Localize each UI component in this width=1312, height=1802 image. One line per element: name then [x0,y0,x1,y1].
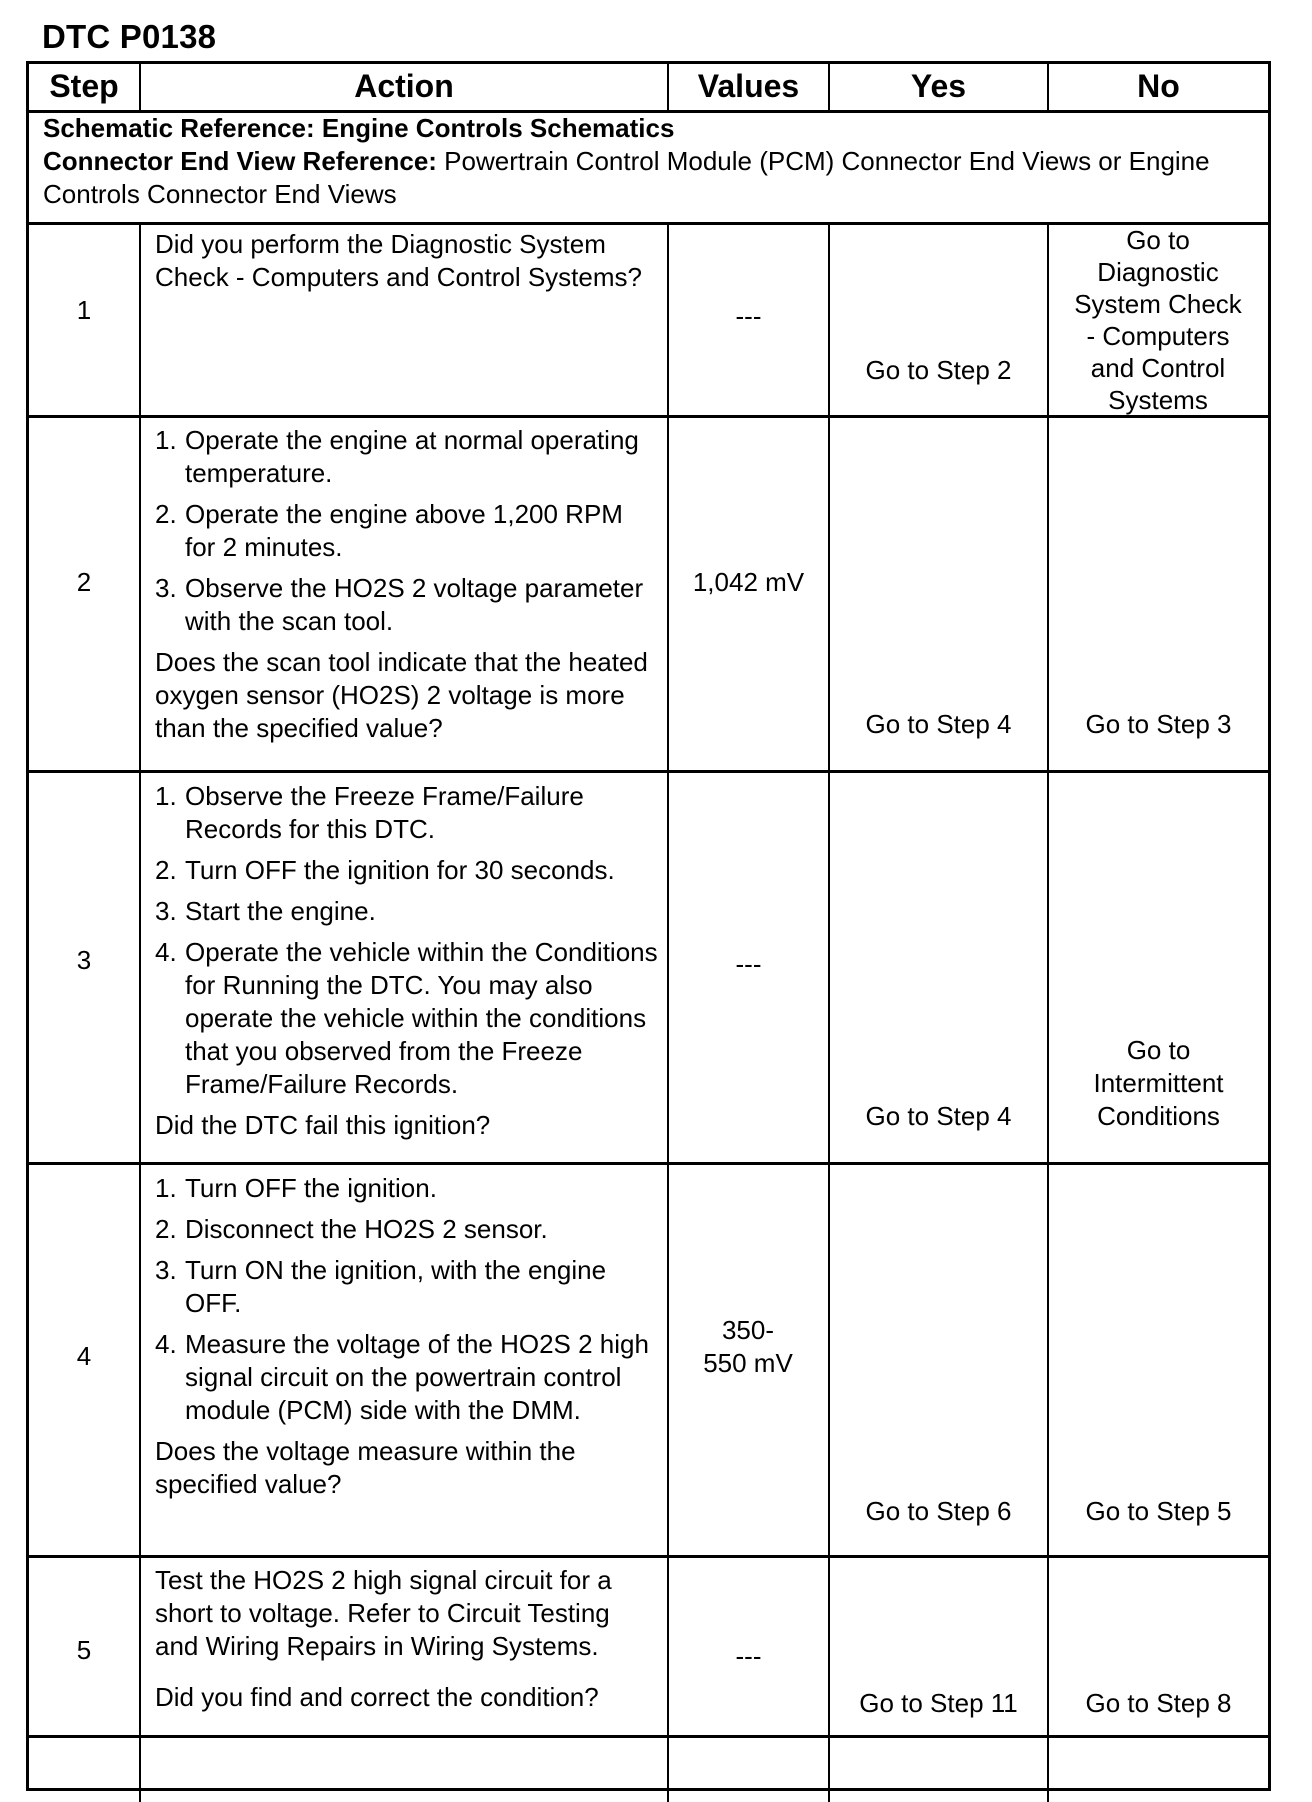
diagnostic-table [26,61,1271,1791]
action-list-item: 2. Turn OFF the ignition for 30 seconds. [155,855,615,885]
action-list-item: 3. Start the engine. [155,896,376,926]
action-text: Did you perform the Diagnostic System Check - Computers and Control Systems? [155,229,642,292]
action-text [155,1564,660,1714]
row-divider [29,770,1268,773]
action-list-item: 1. Turn OFF the ignition. [155,1173,437,1203]
column-divider [1047,222,1049,1802]
action-text [155,1172,660,1501]
no-link[interactable]: Go to Step 3 [1085,709,1232,739]
value-text: 1,042 mV [692,567,805,597]
action-list-item: 2. Operate the engine above 1,200 RPM for 2 minutes. [155,499,623,562]
reference-block [43,112,1253,211]
column-divider [139,222,141,1802]
action-question: Does the scan tool indicate that the heated oxygen sensor (HO2S) 2 voltage is more than the specified value? [155,647,648,743]
step-number: 2 [76,567,92,597]
no-link[interactable]: Go to Diagnostic System Check - Computers and Control Systems [1074,225,1242,415]
row-divider [29,1735,1268,1738]
no-link[interactable]: Go to Intermittent Conditions [1093,1035,1224,1131]
action-list-item: 1. Operate the engine at normal operating temperature. [155,425,639,488]
value-text: --- [735,301,762,331]
action-question: Does the voltage measure within the specified value? [155,1436,576,1499]
value-text: 350-550 mV [703,1315,793,1378]
value-text: --- [735,949,762,979]
page-title: DTC P0138 [42,18,217,55]
action-list-item: 2. Disconnect the HO2S 2 sensor. [155,1214,548,1244]
action-question: Did you find and correct the condition? [155,1682,599,1712]
yes-link[interactable]: Go to Step 11 [859,1688,1018,1718]
yes-link[interactable]: Go to Step 4 [865,709,1012,739]
header-values: Values [697,68,800,104]
step-number: 1 [76,295,92,325]
action-list-item: 3. Turn ON the ignition, with the engine OFF. [155,1255,607,1318]
row-divider [29,1555,1268,1558]
action-text [155,424,660,745]
no-link[interactable]: Go to Step 8 [1085,1688,1232,1718]
yes-link[interactable]: Go to Step 6 [865,1496,1012,1526]
step-number: 5 [76,1635,92,1665]
action-list-item: 1. Observe the Freeze Frame/Failure Records for this DTC. [155,781,584,844]
no-link[interactable]: Go to Step 5 [1085,1496,1232,1526]
header-action: Action [354,68,454,104]
action-question: Did the DTC fail this ignition? [155,1110,491,1140]
row-divider [29,1162,1268,1165]
yes-link[interactable]: Go to Step 4 [865,1101,1012,1131]
header-yes: Yes [910,68,967,104]
action-list-item: 4. Operate the vehicle within the Conditions for Running the DTC. You may also operate the vehicle within the conditions that you observed from the Freeze Frame/Failure Records. [155,937,658,1099]
step-number: 4 [76,1341,92,1371]
value-text: --- [735,1641,762,1671]
column-divider [667,222,669,1802]
action-list-item: 4. Measure the voltage of the HO2S 2 high signal circuit on the powertrain control module (PCM) side with the DMM. [155,1329,649,1425]
step-number: 3 [76,945,92,975]
column-divider [828,222,830,1802]
yes-link[interactable]: Go to Step 2 [865,355,1012,385]
connector-reference-label: Connector End View Reference: [43,146,437,176]
schematic-reference: Schematic Reference: Engine Controls Schematics [43,113,675,143]
action-list-item: 3. Observe the HO2S 2 voltage parameter with the scan tool. [155,573,644,636]
header-no: No [1137,68,1180,104]
header-step: Step [49,68,119,104]
action-intro: Test the HO2S 2 high signal circuit for a short to voltage. Refer to Circuit Testing and Wiring Repairs in Wiring Systems. [155,1565,612,1661]
action-text [155,780,660,1142]
connector-reference-text: Powertrain Control Module (PCM) Connector End Views or Engine Controls Connector End Views [43,146,1210,209]
